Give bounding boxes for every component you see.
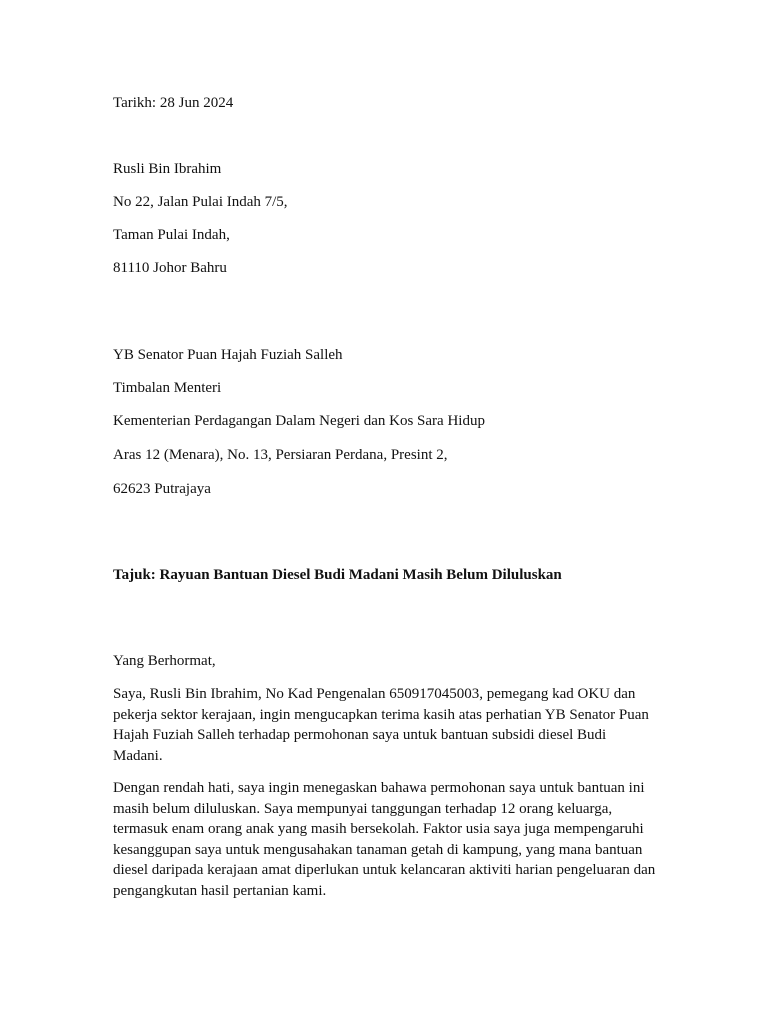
recipient-address-line2: 62623 Putrajaya [113,481,211,497]
sender-address-line3: 81110 Johor Bahru [113,260,227,276]
body-paragraph-2: Dengan rendah hati, saya ingin menegaskan bahawa permohonan saya untuk bantuan ini masih belum diluluskan. Saya mempunyai tanggungan terhadap 12 orang keluarga, termasuk enam orang anak yang masih bersekolah. Faktor usia saya juga mempengaruhi kesanggupan saya untuk mengusahakan tanaman getah di kampung, yang mana bantuan diesel daripada kerajaan amat diperlukan untuk kelancaran aktiviti harian pengeluaran dan pengangkutan hasil pertanian kami. [113,780,656,899]
salutation: Yang Berhormat, [113,653,216,669]
recipient-ministry: Kementerian Perdagangan Dalam Negeri dan Kos Sara Hidup [113,413,485,429]
letter-page [113,0,658,1024]
sender-name: Rusli Bin Ibrahim [113,161,222,177]
letter-date: Tarikh: 28 Jun 2024 [113,95,234,111]
recipient-address-line1: Aras 12 (Menara), No. 13, Persiaran Perdana, Presint 2, [113,447,448,463]
sender-address-line2: Taman Pulai Indah, [113,227,230,243]
body-paragraph-1: Saya, Rusli Bin Ibrahim, No Kad Pengenalan 650917045003, pemegang kad OKU dan pekerja sektor kerajaan, ingin mengucapkan terima kasih atas perhatian YB Senator Puan Hajah Fuziah Salleh terhadap permohonan saya untuk bantuan subsidi diesel Budi Madani. [113,686,649,764]
recipient-title: Timbalan Menteri [113,380,222,396]
letter-subject: Tajuk: Rayuan Bantuan Diesel Budi Madani Masih Belum Diluluskan [113,567,562,583]
recipient-name: YB Senator Puan Hajah Fuziah Salleh [113,347,343,363]
sender-address-line1: No 22, Jalan Pulai Indah 7/5, [113,194,288,210]
